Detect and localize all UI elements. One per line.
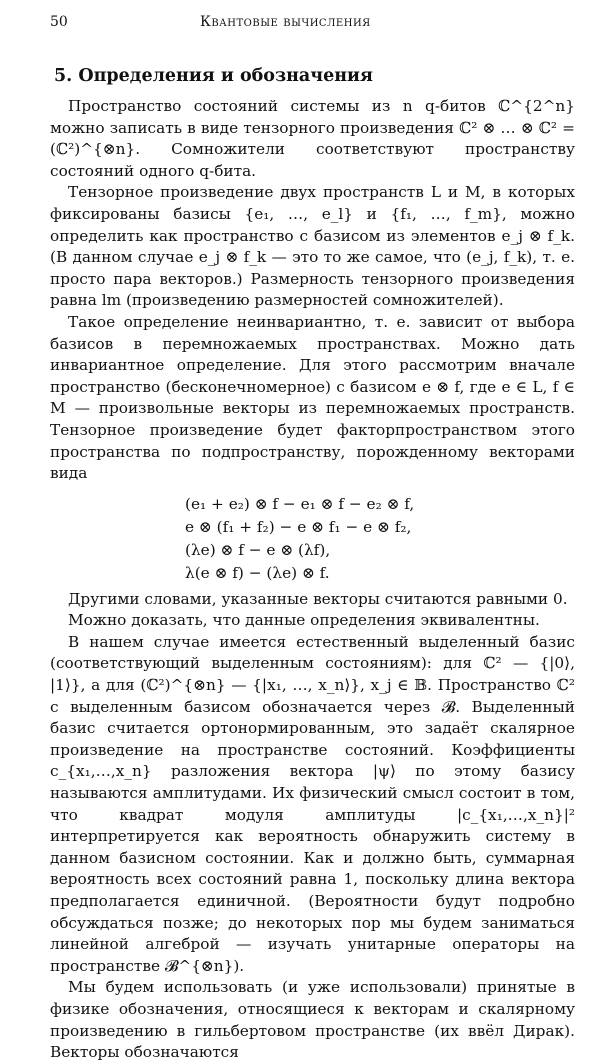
formula-block (185, 493, 575, 585)
paragraph-2: Тензорное произведение двух пространств L и M, в которых фиксированы базисы {e₁, …, e_l} и {f₁, …, f_m}, можно определить как пространство с базисом из элементов e_j ⊗ f_k. (В данном случае e_j ⊗ f_k — это то же самое, что (e_j, f_k), т. е. просто пара векторов.) Размерность тензорного произведения равна lm (произведению размерностей сомножителей). (50, 183, 575, 310)
page-number: 50 (50, 14, 68, 30)
formula-line: (λe) ⊗ f − e ⊗ (λf), (185, 540, 331, 559)
page (50, 14, 575, 1064)
paragraph-3: Такое определение неинвариантно, т. е. зависит от выбора базисов в перемножаемых пространствах. Можно дать инвариантное определение. Для этого рассмотрим вначале пространство (бесконечномерное) с базисом e ⊗ f, где e ∈ L, f ∈ M — произвольные векторы из перемножаемых пространств. Тензорное произведение будет факторпространством этого пространства по подпространству, порожденному векторами вида (50, 312, 575, 483)
paragraph-6: В нашем случае имеется естественный выделенный базис (соответствующий выделенным состояниям): для ℂ² — {|0⟩, |1⟩}, а для (ℂ²)^{⊗n} — {|x₁, …, x_n⟩}, x_j ∈ 𝔹. Пространство ℂ² с выделенным базисом обозначается через 𝓑. Выделенный базис считается ортонормированным, это задаёт скалярное произведение на пространстве состояний. Коэффициенты c_{x₁,…,x_n} разложения вектора |ψ⟩ по этому базису называются амплитудами. Их физический смысл состоит в том, что квадрат модуля амплитуды |c_{x₁,…,x_n}|² интерпретируется как вероятность обнаружить систему в данном базисном состоянии. Как и должно быть, суммарная вероятность всех состояний равна 1, поскольку длина вектора предполагается единичной. (Вероятности будут подробно обсуждаться позже; до некоторых пор мы будем заниматься линейной алгеброй — изучать унитарные операторы на пространстве 𝓑^{⊗n}). (50, 632, 575, 975)
formula-line: e ⊗ (f₁ + f₂) − e ⊗ f₁ − e ⊗ f₂, (185, 517, 412, 536)
running-title: Квантовые вычисления (200, 14, 371, 30)
formula-line: (e₁ + e₂) ⊗ f − e₁ ⊗ f − e₂ ⊗ f, (185, 494, 415, 513)
paragraph-7: Мы будем использовать (и уже использовали) принятые в физике обозначения, относящиеся к векторам и скалярному произведению в гильбертовом пространстве (их ввёл Дирак). Векторы обозначаются (50, 978, 575, 1062)
section-title: 5. Определения и обозначения (54, 66, 373, 86)
page-header (50, 14, 575, 40)
formula-line: λ(e ⊗ f) − (λe) ⊗ f. (185, 563, 330, 582)
paragraph-4: Другими словами, указанные векторы считаются равными 0. (68, 589, 568, 608)
paragraph-1: Пространство состояний системы из n q-битов ℂ^{2^n} можно записать в виде тензорного произведения ℂ² ⊗ … ⊗ ℂ² = (ℂ²)^{⊗n}. Сомножители соответствуют пространству состояний одного q-бита. (50, 97, 575, 180)
paragraph-5: Можно доказать, что данные определения эквивалентны. (68, 611, 540, 630)
